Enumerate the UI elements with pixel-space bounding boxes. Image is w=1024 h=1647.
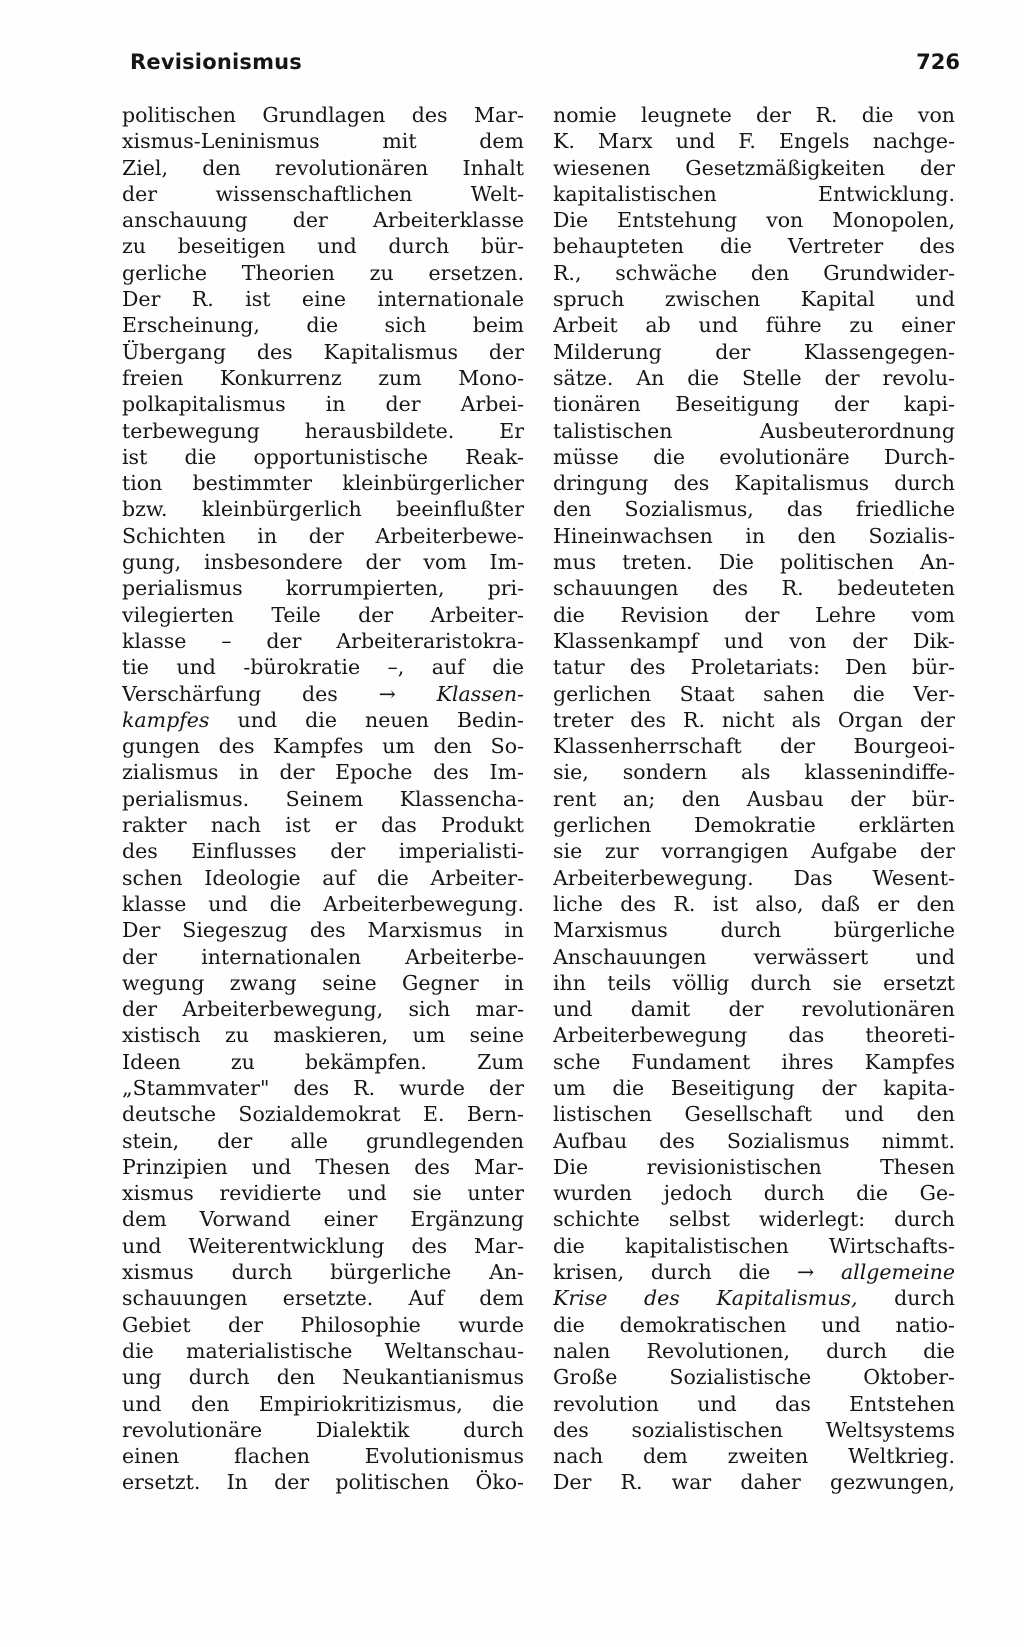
- text-line: Aufbau des Sozialismus nimmt.: [553, 1128, 955, 1153]
- text-line: vilegierten Teile der Arbeiter-: [122, 602, 524, 627]
- text-line: nomie leugnete der R. die von: [553, 103, 955, 127]
- text-line: ist die opportunistische Reak-: [122, 444, 524, 469]
- text-line: „Stammvater" des R. wurde der: [122, 1075, 524, 1100]
- text-line: K. Marx und F. Engels nachge-: [553, 129, 955, 154]
- text-line: der Arbeiterbewegung, sich mar-: [122, 997, 524, 1022]
- text-line: stein, der alle grundlegenden: [122, 1128, 524, 1153]
- text-line: politischen Grundlagen des Mar-: [122, 103, 524, 127]
- text-line: nach dem zweiten Weltkrieg.: [553, 1444, 955, 1469]
- text-line: Marxismus durch bürgerliche: [553, 918, 955, 943]
- text-line: Prinzipien und Thesen des Mar-: [122, 1154, 524, 1179]
- text-line: Ziel, den revolutionären Inhalt: [122, 155, 524, 180]
- left-text-column: [122, 102, 524, 1496]
- text-line: Erscheinung, die sich beim: [122, 313, 524, 338]
- text-line: Übergang des Kapitalismus der: [122, 339, 524, 364]
- text-line: schauungen ersetzte. Auf dem: [122, 1286, 524, 1311]
- text-line: Milderung der Klassengegen-: [553, 339, 955, 364]
- text-line: zialismus in der Epoche des Im-: [122, 760, 524, 785]
- text-line: sche Fundament ihres Kampfes: [553, 1049, 955, 1074]
- text-line: Der R. war daher gezwungen,: [553, 1470, 955, 1495]
- text-line: mus treten. Die politischen An-: [553, 550, 955, 575]
- text-line: bzw. kleinbürgerlich beeinflußter: [122, 497, 524, 522]
- running-header: [130, 50, 960, 84]
- text-line: müsse die evolutionäre Durch-: [553, 444, 955, 469]
- text-line: rent an; den Ausbau der bür-: [553, 786, 955, 811]
- text-line: Krise des Kapitalismus, durch: [553, 1286, 955, 1311]
- text-line: tie und -bürokratie –, auf die: [122, 655, 524, 680]
- text-line: Die Entstehung von Monopolen,: [553, 208, 955, 233]
- text-line: freien Konkurrenz zum Mono-: [122, 365, 524, 390]
- text-line: dem Vorwand einer Ergänzung: [122, 1207, 524, 1232]
- text-line: ung durch den Neukantianismus: [122, 1365, 524, 1390]
- text-line: die demokratischen und natio-: [553, 1312, 955, 1337]
- text-line: des Einflusses der imperialisti-: [122, 839, 524, 864]
- text-line: schen Ideologie auf die Arbeiter-: [122, 865, 524, 890]
- text-line: Klassenherrschaft der Bourgeoi-: [553, 734, 955, 759]
- text-line: Arbeiterbewegung. Das Wesent-: [553, 865, 955, 890]
- text-line: der internationalen Arbeiterbe-: [122, 944, 524, 969]
- text-line: gungen des Kampfes um den So-: [122, 734, 524, 759]
- text-line: revolutionäre Dialektik durch: [122, 1417, 524, 1442]
- text-line: nalen Revolutionen, durch die: [553, 1338, 955, 1363]
- text-line: talistischen Ausbeuterordnung: [553, 418, 955, 443]
- text-line: Arbeit ab und führe zu einer: [553, 313, 955, 338]
- text-line: polkapitalismus in der Arbei-: [122, 392, 524, 417]
- text-line: die kapitalistischen Wirtschafts-: [553, 1233, 955, 1258]
- text-line: ersetzt. In der politischen Öko-: [122, 1470, 524, 1495]
- text-line: terbewegung herausbildete. Er: [122, 418, 524, 443]
- text-line: Die revisionistischen Thesen: [553, 1154, 955, 1179]
- text-line: wurden jedoch durch die Ge-: [553, 1181, 955, 1206]
- text-line: gung, insbesondere der vom Im-: [122, 550, 524, 575]
- text-line: Verschärfung des → Klassen-: [122, 681, 524, 706]
- text-line: perialismus. Seinem Klassencha-: [122, 786, 524, 811]
- text-line: und Weiterentwicklung des Mar-: [122, 1233, 524, 1258]
- text-line: tion bestimmter kleinbürgerlicher: [122, 471, 524, 496]
- text-line: spruch zwischen Kapital und: [553, 287, 955, 312]
- text-line: den Sozialismus, das friedliche: [553, 497, 955, 522]
- text-line: Der Siegeszug des Marxismus in: [122, 918, 524, 943]
- text-line: gerliche Theorien zu ersetzen.: [122, 260, 524, 285]
- text-line: und damit der revolutionären: [553, 997, 955, 1022]
- text-line: sätze. An die Stelle der revolu-: [553, 365, 955, 390]
- text-line: rakter nach ist er das Produkt: [122, 813, 524, 838]
- text-line: gerlichen Demokratie erklärten: [553, 813, 955, 838]
- text-line: die Revision der Lehre vom: [553, 602, 955, 627]
- text-line: behaupteten die Vertreter des: [553, 234, 955, 259]
- text-line: xismus durch bürgerliche An-: [122, 1260, 524, 1285]
- text-line: klasse – der Arbeiteraristokra-: [122, 628, 524, 653]
- text-line: tatur des Proletariats: Den bür-: [553, 655, 955, 680]
- text-line: und den Empiriokritizismus, die: [122, 1391, 524, 1416]
- text-line: Schichten in der Arbeiterbewe-: [122, 523, 524, 548]
- text-line: schichte selbst widerlegt: durch: [553, 1207, 955, 1232]
- text-line: wiesenen Gesetzmäßigkeiten der: [553, 155, 955, 180]
- text-line: kapitalistischen Entwicklung.: [553, 181, 955, 206]
- page-number: 726: [916, 50, 960, 74]
- text-line: zu beseitigen und durch bür-: [122, 234, 524, 259]
- text-line: perialismus korrumpierten, pri-: [122, 576, 524, 601]
- text-line: Arbeiterbewegung das theoreti-: [553, 1023, 955, 1048]
- text-line: liche des R. ist also, daß er den: [553, 891, 955, 916]
- text-line: um die Beseitigung der kapita-: [553, 1075, 955, 1100]
- text-line: listischen Gesellschaft und den: [553, 1102, 955, 1127]
- text-line: die materialistische Weltanschau-: [122, 1338, 524, 1363]
- right-text-column: [553, 102, 955, 1496]
- text-line: anschauung der Arbeiterklasse: [122, 208, 524, 233]
- text-line: kampfes und die neuen Bedin-: [122, 707, 524, 732]
- text-line: Große Sozialistische Oktober-: [553, 1365, 955, 1390]
- text-line: tionären Beseitigung der kapi-: [553, 392, 955, 417]
- text-line: einen flachen Evolutionismus: [122, 1444, 524, 1469]
- text-line: xismus revidierte und sie unter: [122, 1181, 524, 1206]
- text-line: Gebiet der Philosophie wurde: [122, 1312, 524, 1337]
- text-line: gerlichen Staat sahen die Ver-: [553, 681, 955, 706]
- text-line: klasse und die Arbeiterbewegung.: [122, 891, 524, 916]
- text-line: krisen, durch die → allgemeine: [553, 1260, 955, 1285]
- text-line: wegung zwang seine Gegner in: [122, 970, 524, 995]
- text-line: xismus-Leninismus mit dem: [122, 129, 524, 154]
- text-line: Ideen zu bekämpfen. Zum: [122, 1049, 524, 1074]
- text-line: des sozialistischen Weltsystems: [553, 1417, 955, 1442]
- text-line: Hineinwachsen in den Sozialis-: [553, 523, 955, 548]
- text-line: xistisch zu maskieren, um seine: [122, 1023, 524, 1048]
- text-line: Anschauungen verwässert und: [553, 944, 955, 969]
- text-line: treter des R. nicht als Organ der: [553, 707, 955, 732]
- text-line: revolution und das Entstehen: [553, 1391, 955, 1416]
- text-line: sie, sondern als klassenindiffe-: [553, 760, 955, 785]
- text-line: schauungen des R. bedeuteten: [553, 576, 955, 601]
- header-title: Revisionismus: [130, 50, 303, 74]
- text-line: R., schwäche den Grundwider-: [553, 260, 955, 285]
- text-line: sie zur vorrangigen Aufgabe der: [553, 839, 955, 864]
- text-line: Klassenkampf und von der Dik-: [553, 628, 955, 653]
- text-line: Der R. ist eine internationale: [122, 287, 524, 312]
- text-line: der wissenschaftlichen Welt-: [122, 181, 524, 206]
- text-line: dringung des Kapitalismus durch: [553, 471, 955, 496]
- text-line: deutsche Sozialdemokrat E. Bern-: [122, 1102, 524, 1127]
- text-line: ihn teils völlig durch sie ersetzt: [553, 970, 955, 995]
